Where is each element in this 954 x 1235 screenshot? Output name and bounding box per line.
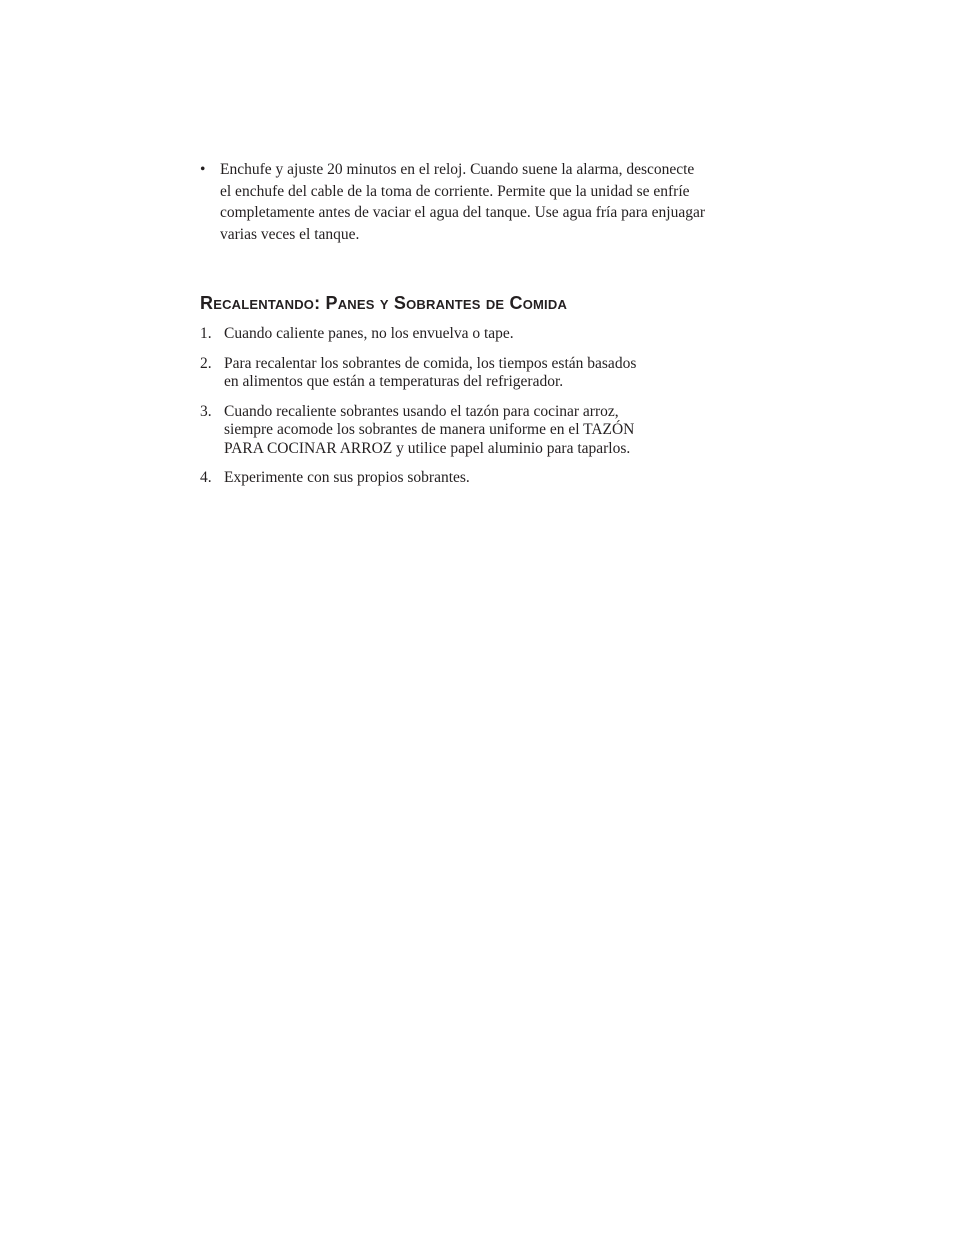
list-item <box>200 355 700 392</box>
bullet-line: el enchufe del cable de la toma de corriente. Permite que la unidad se enfríe <box>220 182 690 200</box>
step-text <box>224 355 700 392</box>
list-item <box>200 403 700 459</box>
bullet-line: varias veces el tanque. <box>220 226 360 244</box>
step-line: Para recalentar los sobrantes de comida, los tiempos están basados <box>224 354 637 372</box>
bullet-line: completamente antes de vaciar el agua del tanque. Use agua fría para enjuagar <box>220 204 705 222</box>
bullet-text <box>220 159 760 246</box>
section-heading: Recalentando: Panes y Sobrantes de Comida <box>200 293 568 313</box>
step-line: Cuando caliente panes, no los envuelva o tape. <box>224 325 514 342</box>
step-text <box>224 469 700 488</box>
bullet-line: Enchufe y ajuste 20 minutos en el reloj. Cuando suene la alarma, desconecte <box>220 161 695 178</box>
step-line: Experimente con sus propios sobrantes. <box>224 469 470 486</box>
step-line: siempre acomode los sobrantes de manera uniforme en el TAZÓN <box>224 421 635 438</box>
steps-list <box>200 325 700 499</box>
step-text <box>224 403 700 459</box>
step-line: PARA COCINAR ARROZ y utilice papel aluminio para taparlos. <box>224 439 631 457</box>
step-text <box>224 325 700 344</box>
step-line: en alimentos que están a temperaturas del refrigerador. <box>224 373 564 390</box>
list-item <box>200 325 700 344</box>
step-number: 1. <box>200 325 212 342</box>
step-line: Cuando recaliente sobrantes usando el tazón para cocinar arroz, <box>224 402 619 420</box>
bullet-mark: • <box>200 161 206 178</box>
bullet-item <box>200 159 760 246</box>
step-number: 4. <box>200 469 212 486</box>
list-item <box>200 469 700 488</box>
step-number: 2. <box>200 354 212 372</box>
step-number: 3. <box>200 402 212 420</box>
